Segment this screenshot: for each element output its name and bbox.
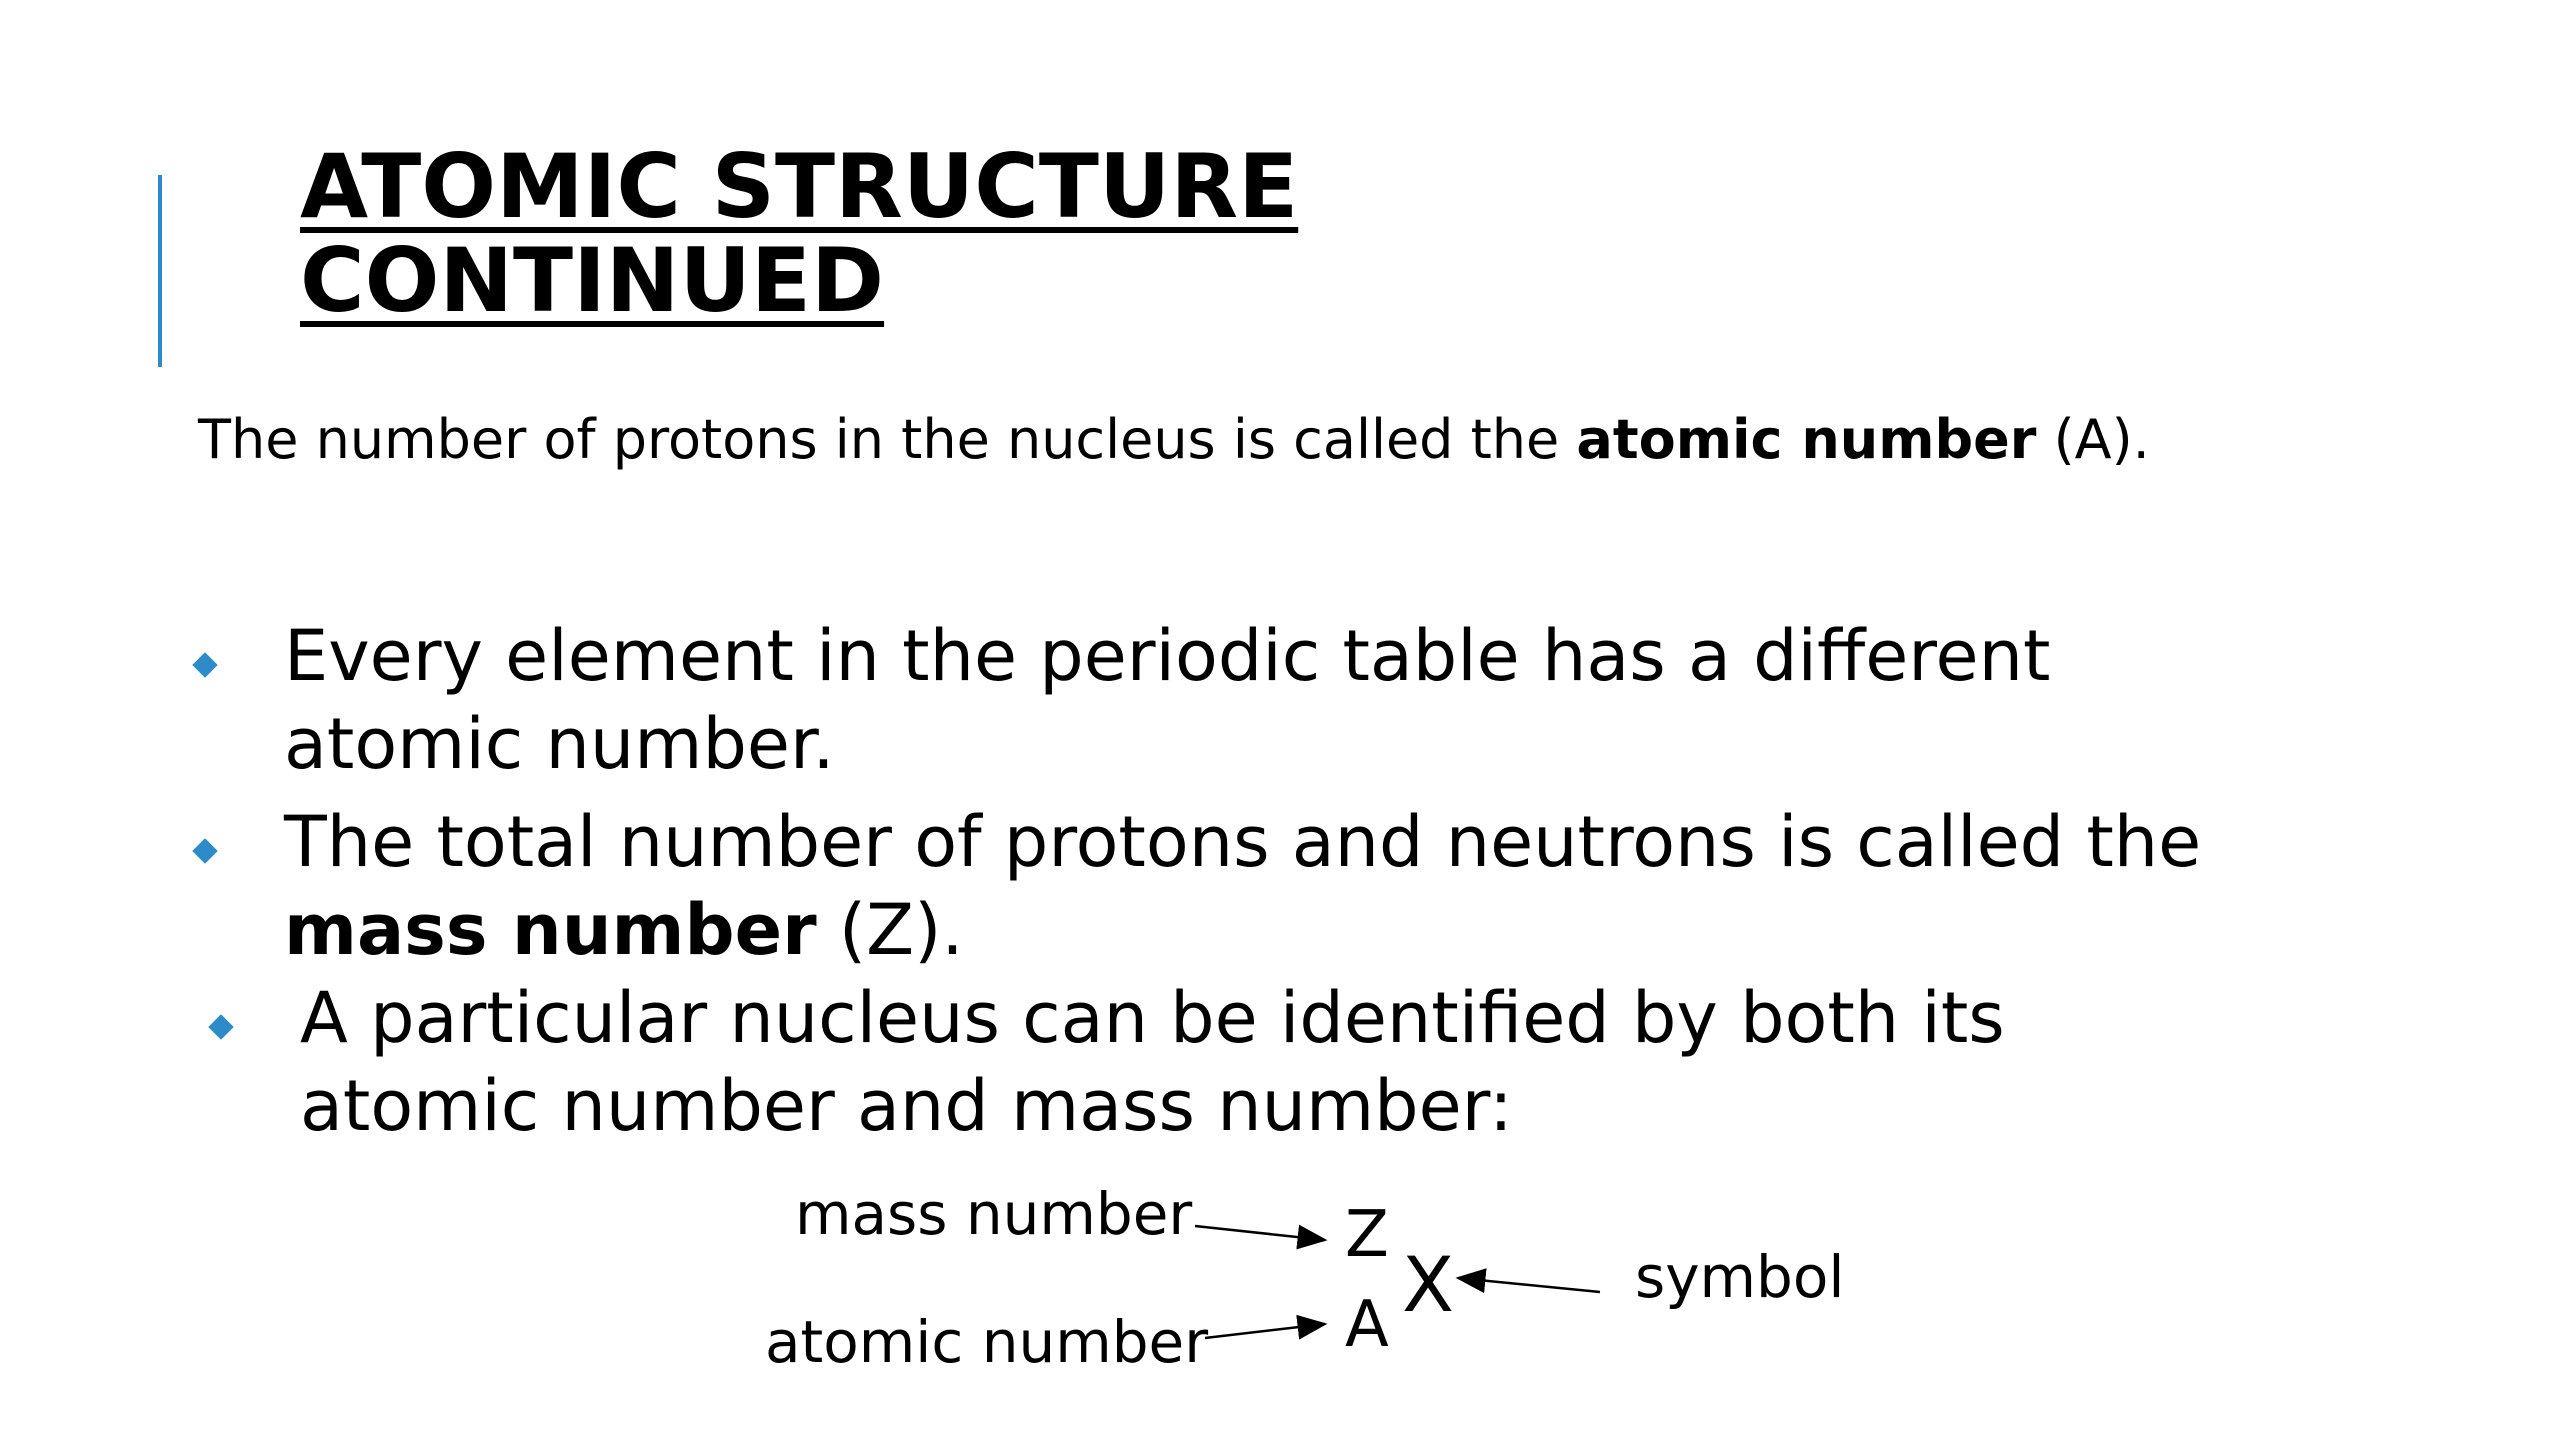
bullet-line: Every element in the periodic table has a different xyxy=(284,615,2051,697)
symbol-arrow xyxy=(1458,1278,1600,1292)
mass-number-label: mass number xyxy=(795,1180,1193,1248)
title-line-2: CONTINUED xyxy=(300,229,885,332)
element-symbol: X xyxy=(1402,1240,1455,1329)
bullet-line: The total number of protons and neutrons is called the xyxy=(284,801,2202,883)
bullet-bold-term: mass number xyxy=(284,889,817,971)
atomic-number-label: atomic number xyxy=(765,1308,1209,1376)
title-line-1: ATOMIC STRUCTURE xyxy=(300,135,1299,238)
bullet-line: atomic number and mass number: xyxy=(300,1065,1513,1147)
bullet-line-rest: (Z). xyxy=(816,889,964,971)
intro-text-before: The number of protons in the nucleus is called the xyxy=(198,408,1577,471)
atomic-number-arrow xyxy=(1205,1324,1325,1338)
bullet-line: A particular nucleus can be identified by both its xyxy=(300,977,2005,1059)
symbol-label: symbol xyxy=(1635,1243,1845,1311)
mass-number-arrow xyxy=(1195,1226,1325,1240)
intro-text-bold: atomic number xyxy=(1576,408,2037,471)
intro-text-after: (A). xyxy=(2036,408,2150,471)
atomic-number-symbol: A xyxy=(1345,1288,1389,1362)
bullet-line: atomic number. xyxy=(284,703,835,785)
mass-number-symbol: Z xyxy=(1345,1198,1389,1272)
